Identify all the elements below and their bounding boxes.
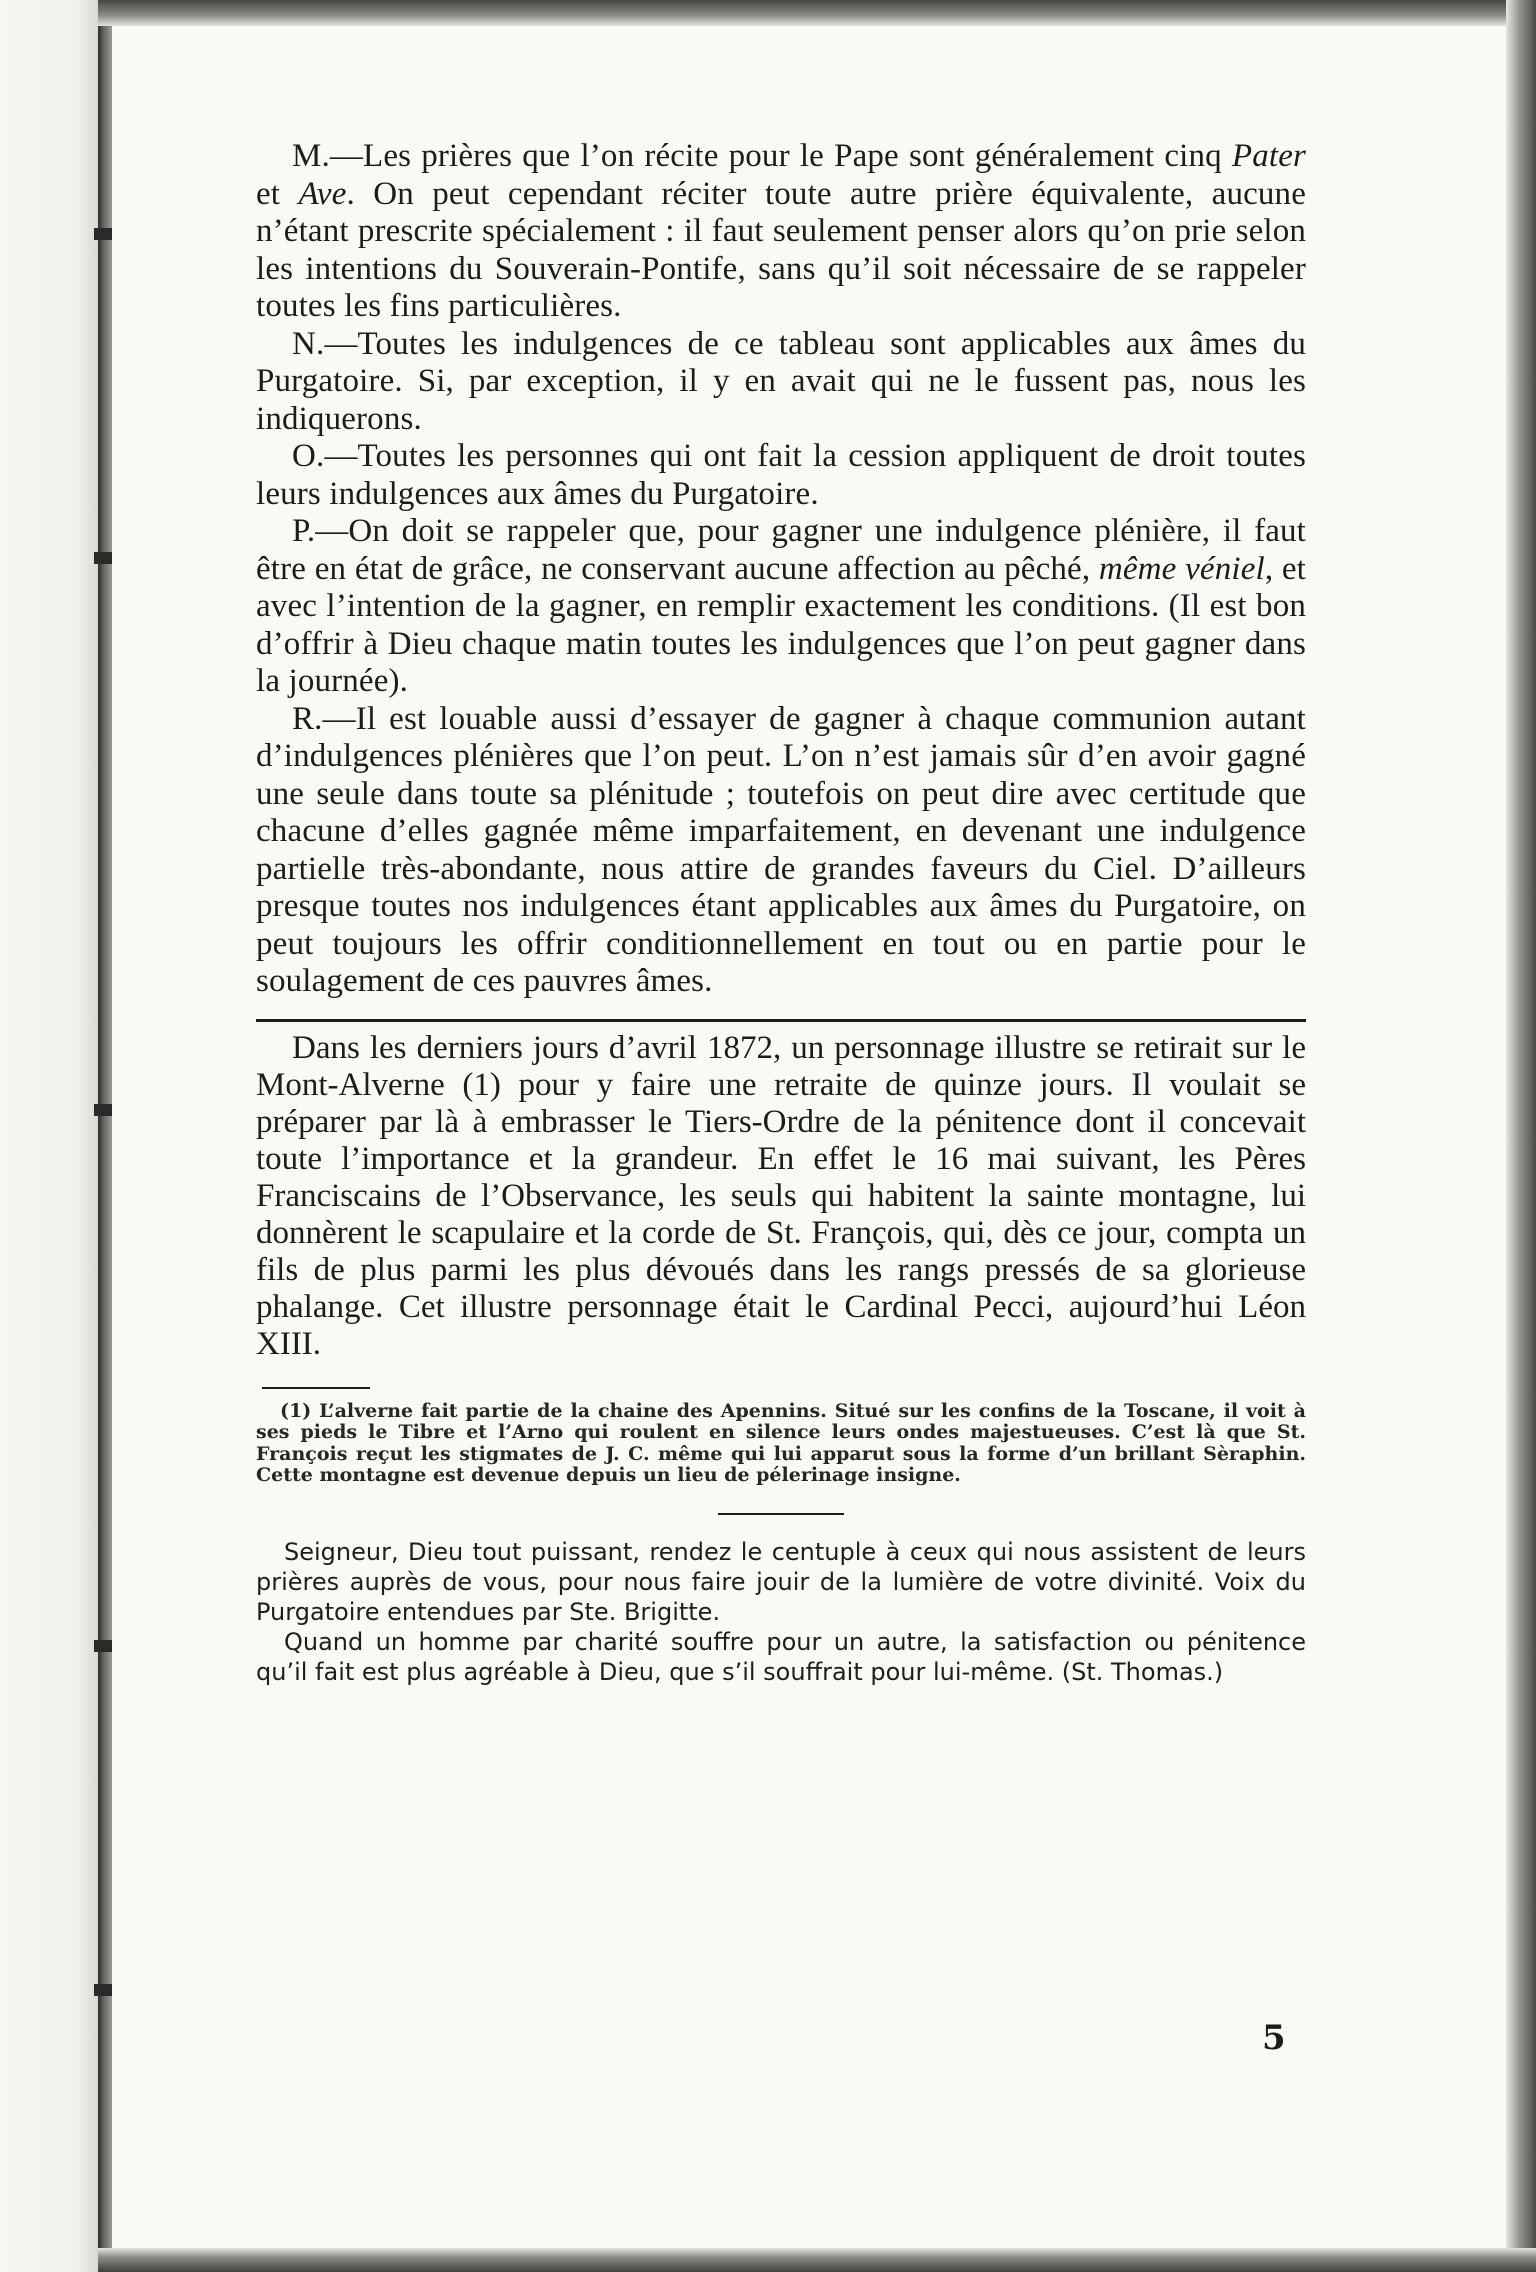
footnote-divider: [262, 1387, 370, 1389]
note-m-emphasis-pater: Pater: [1231, 138, 1306, 174]
prayer-divider: [718, 1513, 844, 1515]
note-m-text-join: et: [256, 175, 299, 212]
note-p-text-end: , et avec l’intention de la gagner, en remplir exactement les conditions. (Il est bon d’offrir à Dieu chaque matin toutes les indulgences que l’on peut gagner dans la journée).: [256, 550, 1306, 699]
prayer-paragraph: Seigneur, Dieu tout puissant, rendez le centuple à ceux qui nous assistent de leurs prières auprès de vous, pour nous faire jouir de la lumière de votre divinité. Voix du Purgatoire entendues par Ste. Brigitte.: [256, 1537, 1306, 1626]
note-p-text-start: P.—On doit se rappeler que, pour gagner une indulgence plénière, il faut être en état de grâce, ne conservant aucune affection au pêché,: [256, 513, 1306, 587]
note-m-text-start: M.—Les prières que l’on récite pour le Pape sont généralement cinq: [292, 138, 1232, 174]
page-bottom-edge: [98, 2248, 1536, 2272]
note-p-emphasis: même véniel: [1098, 550, 1265, 587]
note-paragraph-r: R.—Il est louable aussi d’essayer de gagner à chaque communion autant d’indulgences plénières que l’on peut. L’on n’est jamais sûr d’en avoir gagné une seule dans toute sa plénitude ; toutefois on peut dire avec certitude que chacune d’elles gagnée même imparfaitement, en devenant une indulgence partielle très-abondante, nous attire de grandes faveurs du Ciel. D’ailleurs presque toutes nos indulgences étant applicables aux âmes du Purgatoire, on peut toujours les offrir conditionnellement en tout ou en partie pour le soulagement de ces pauvres âmes.: [256, 700, 1306, 999]
page-content: [256, 138, 1306, 1687]
prayer-section: [256, 1537, 1306, 1687]
section-divider: [256, 1019, 1306, 1022]
page-top-edge: [98, 0, 1536, 26]
footnote-section: [256, 1401, 1306, 1487]
narrative-section: [256, 1030, 1306, 1363]
quote-paragraph: Quand un homme par charité souffre pour un autre, la satisfaction ou pénitence qu’il fait est plus agréable à Dieu, que s’il souffrait pour lui-même. (St. Thomas.): [256, 1627, 1306, 1686]
book-page: [112, 26, 1506, 2248]
indulgence-notes: [256, 138, 1306, 1001]
note-paragraph-o: O.—Toutes les personnes qui ont fait la cession appliquent de droit toutes leurs indulgences aux âmes du Purgatoire.: [256, 438, 1306, 512]
page-number: 5: [1262, 2018, 1286, 2058]
note-paragraph-p: [256, 513, 1306, 701]
note-paragraph-n: N.—Toutes les indulgences de ce tableau sont applicables aux âmes du Purgatoire. Si, par exception, il y en avait qui ne le fussent pas, nous les indiquerons.: [256, 325, 1306, 437]
narrative-paragraph: Dans les derniers jours d’avril 1872, un personnage illustre se retirait sur le Mont-Alverne (1) pour y faire une retraite de quinze jours. Il voulait se préparer par là à embrasser le Tiers-Ordre de la pénitence dont il concevait toute l’importance et la grandeur. En effet le 16 mai suivant, les Pères Franciscains de l’Observance, les seuls qui habitent la sainte montagne, lui donnèrent le scapulaire et la corde de St. François, qui, dès ce jour, compta un fils de plus parmi les plus dévoués dans les rangs pressés de sa glorieuse phalange. Cet illustre personnage était le Cardinal Pecci, aujourd’hui Léon XIII.: [256, 1029, 1306, 1362]
footnote-text: (1) L’alverne fait partie de la chaine des Apennins. Situé sur les confins de la Toscane, il voit à ses pieds le Tibre et l’Arno qui roulent en silence leurs ondes majestueuses. C’est là que St. François reçut les stigmates de J. C. même qui lui apparut sous la forme d’un brillant Sèraphin. Cette montagne est devenue depuis un lieu de pélerinage insigne.: [256, 1399, 1306, 1486]
note-paragraph-m: [256, 138, 1306, 326]
book-spine: [98, 0, 112, 2272]
note-m-text-end: . On peut cependant réciter toute autre prière équivalente, aucune n’étant prescrite spécialement : il faut seulement penser alors qu’on prie selon les intentions du Souverain-Pontife, sans qu’il soit nécessaire de se rappeler toutes les fins particulières.: [256, 175, 1306, 324]
facing-page-margin: [0, 0, 98, 2272]
note-m-emphasis-ave: Ave: [298, 175, 347, 212]
page-right-edge: [1506, 0, 1536, 2272]
